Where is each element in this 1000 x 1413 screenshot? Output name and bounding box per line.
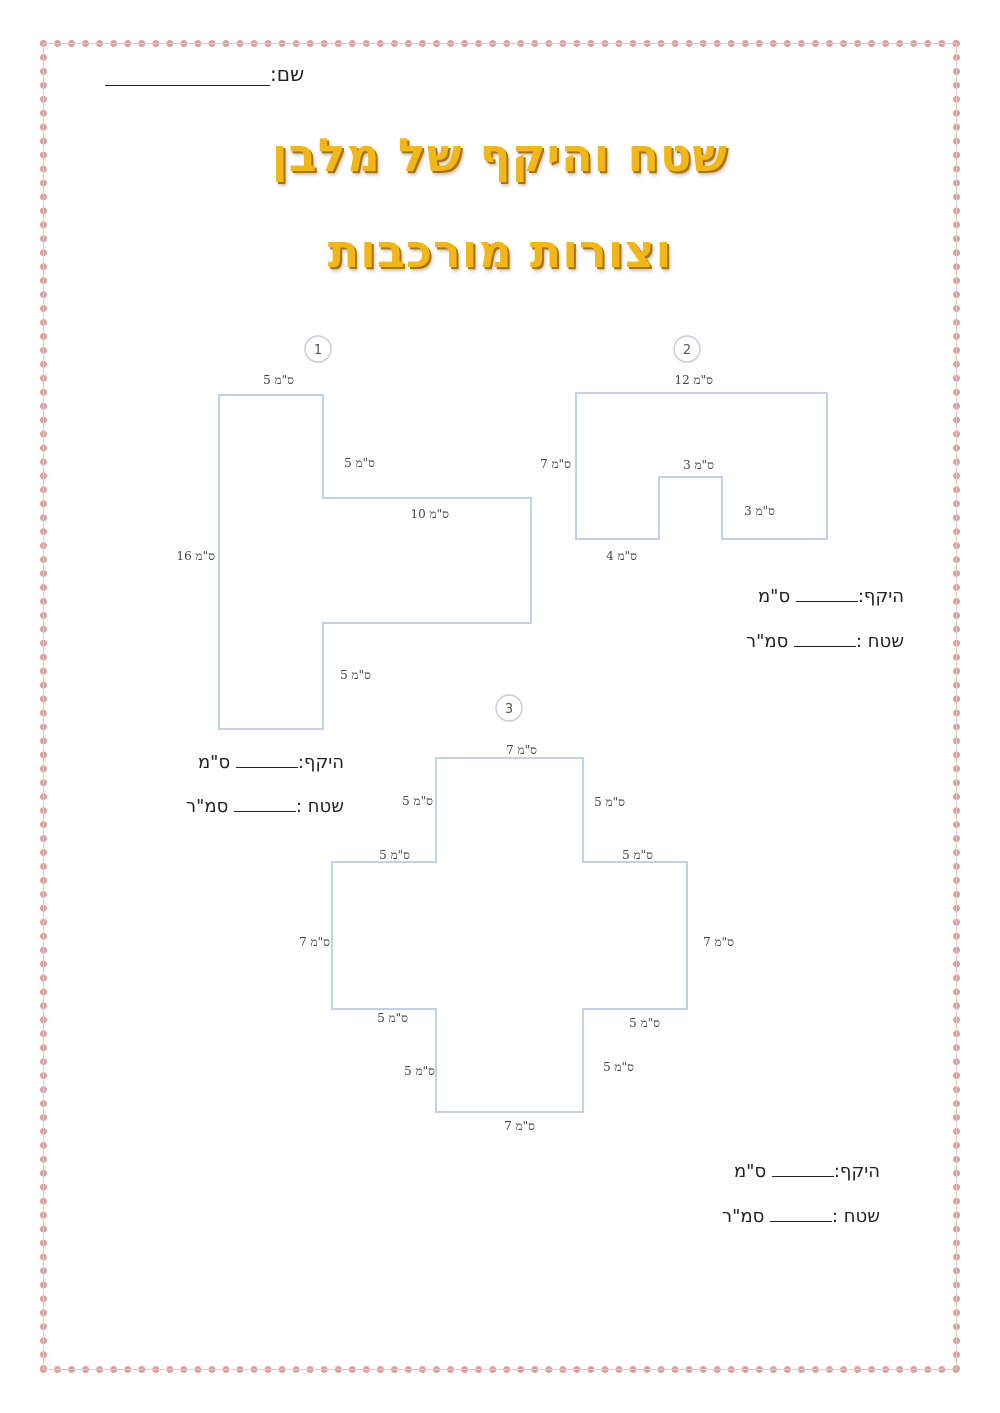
area-blank[interactable] — [234, 796, 296, 812]
figure-2-label: 4 ס"מ — [606, 549, 637, 563]
perimeter-unit: ס"מ — [757, 586, 791, 607]
figure-1-label: 10 ס"מ — [410, 507, 449, 521]
perimeter-blank[interactable] — [796, 586, 858, 602]
figure-3-label: 5 ס"מ — [594, 795, 625, 809]
perimeter-unit: ס"מ — [197, 752, 231, 773]
figure-3-perimeter-answer[interactable] — [734, 1161, 880, 1182]
figure-1-label: 5 ס"מ — [344, 456, 375, 470]
figure-1-label: 5 ס"מ — [263, 373, 294, 387]
figure-2-area-answer[interactable] — [746, 631, 904, 652]
perimeter-label: היקף: — [857, 586, 904, 607]
perimeter-label: היקף: — [297, 752, 344, 773]
area-label: שטח : — [296, 796, 344, 817]
figure-2-label: 7 ס"מ — [540, 457, 571, 471]
area-unit: סמ"ר — [721, 1206, 765, 1227]
area-label: שטח : — [856, 631, 904, 652]
area-unit: סמ"ר — [185, 796, 229, 817]
figure-2 — [540, 336, 827, 563]
figure-3-label: 7 ס"מ — [299, 935, 330, 949]
figure-1-shape — [219, 395, 531, 729]
area-label: שטח : — [832, 1206, 880, 1227]
figure-3-label: 7 ס"מ — [504, 1119, 535, 1133]
figure-3-label: 5 ס"מ — [603, 1060, 634, 1074]
figure-2-label: 3 ס"מ — [683, 458, 714, 472]
figure-2-label: 3 ס"מ — [744, 504, 775, 518]
figure-3-shape — [332, 758, 687, 1112]
perimeter-unit: ס"מ — [733, 1161, 767, 1182]
figure-2-label: 12 ס"מ — [674, 373, 713, 387]
area-blank[interactable] — [794, 631, 856, 647]
page-title-line-1: שטח והיקף של מלבן — [271, 128, 729, 182]
perimeter-blank[interactable] — [772, 1161, 834, 1177]
area-unit: סמ"ר — [745, 631, 789, 652]
figure-1-area-answer[interactable] — [186, 796, 344, 817]
area-blank[interactable] — [770, 1206, 832, 1222]
figure-1-number: 1 — [313, 343, 323, 358]
figure-3-label: 5 ס"מ — [622, 848, 653, 862]
name-label: שם: — [270, 62, 305, 86]
figure-3-label: 5 ס"מ — [629, 1016, 660, 1030]
figure-1 — [176, 336, 531, 729]
figure-3-label: 7 ס"מ — [506, 743, 537, 757]
figure-3-label: 5 ס"מ — [379, 848, 410, 862]
perimeter-label: היקף: — [833, 1161, 880, 1182]
figure-3-label: 5 ס"מ — [402, 794, 433, 808]
figure-3-label: 5 ס"מ — [404, 1064, 435, 1078]
figure-3-number: 3 — [504, 702, 514, 717]
figure-1-label: 5 ס"מ — [340, 668, 371, 682]
figure-2-number: 2 — [682, 343, 692, 358]
figure-1-perimeter-answer[interactable] — [198, 752, 344, 773]
page-title-line-2: וצורות מורכבות — [327, 224, 673, 278]
figure-3-label: 5 ס"מ — [377, 1011, 408, 1025]
figure-2-perimeter-answer[interactable] — [758, 586, 904, 607]
perimeter-blank[interactable] — [236, 752, 298, 768]
figure-3 — [299, 695, 734, 1133]
figure-3-label: 7 ס"מ — [703, 935, 734, 949]
figure-3-area-answer[interactable] — [722, 1206, 880, 1227]
figure-1-label: 16 ס"מ — [176, 549, 215, 563]
